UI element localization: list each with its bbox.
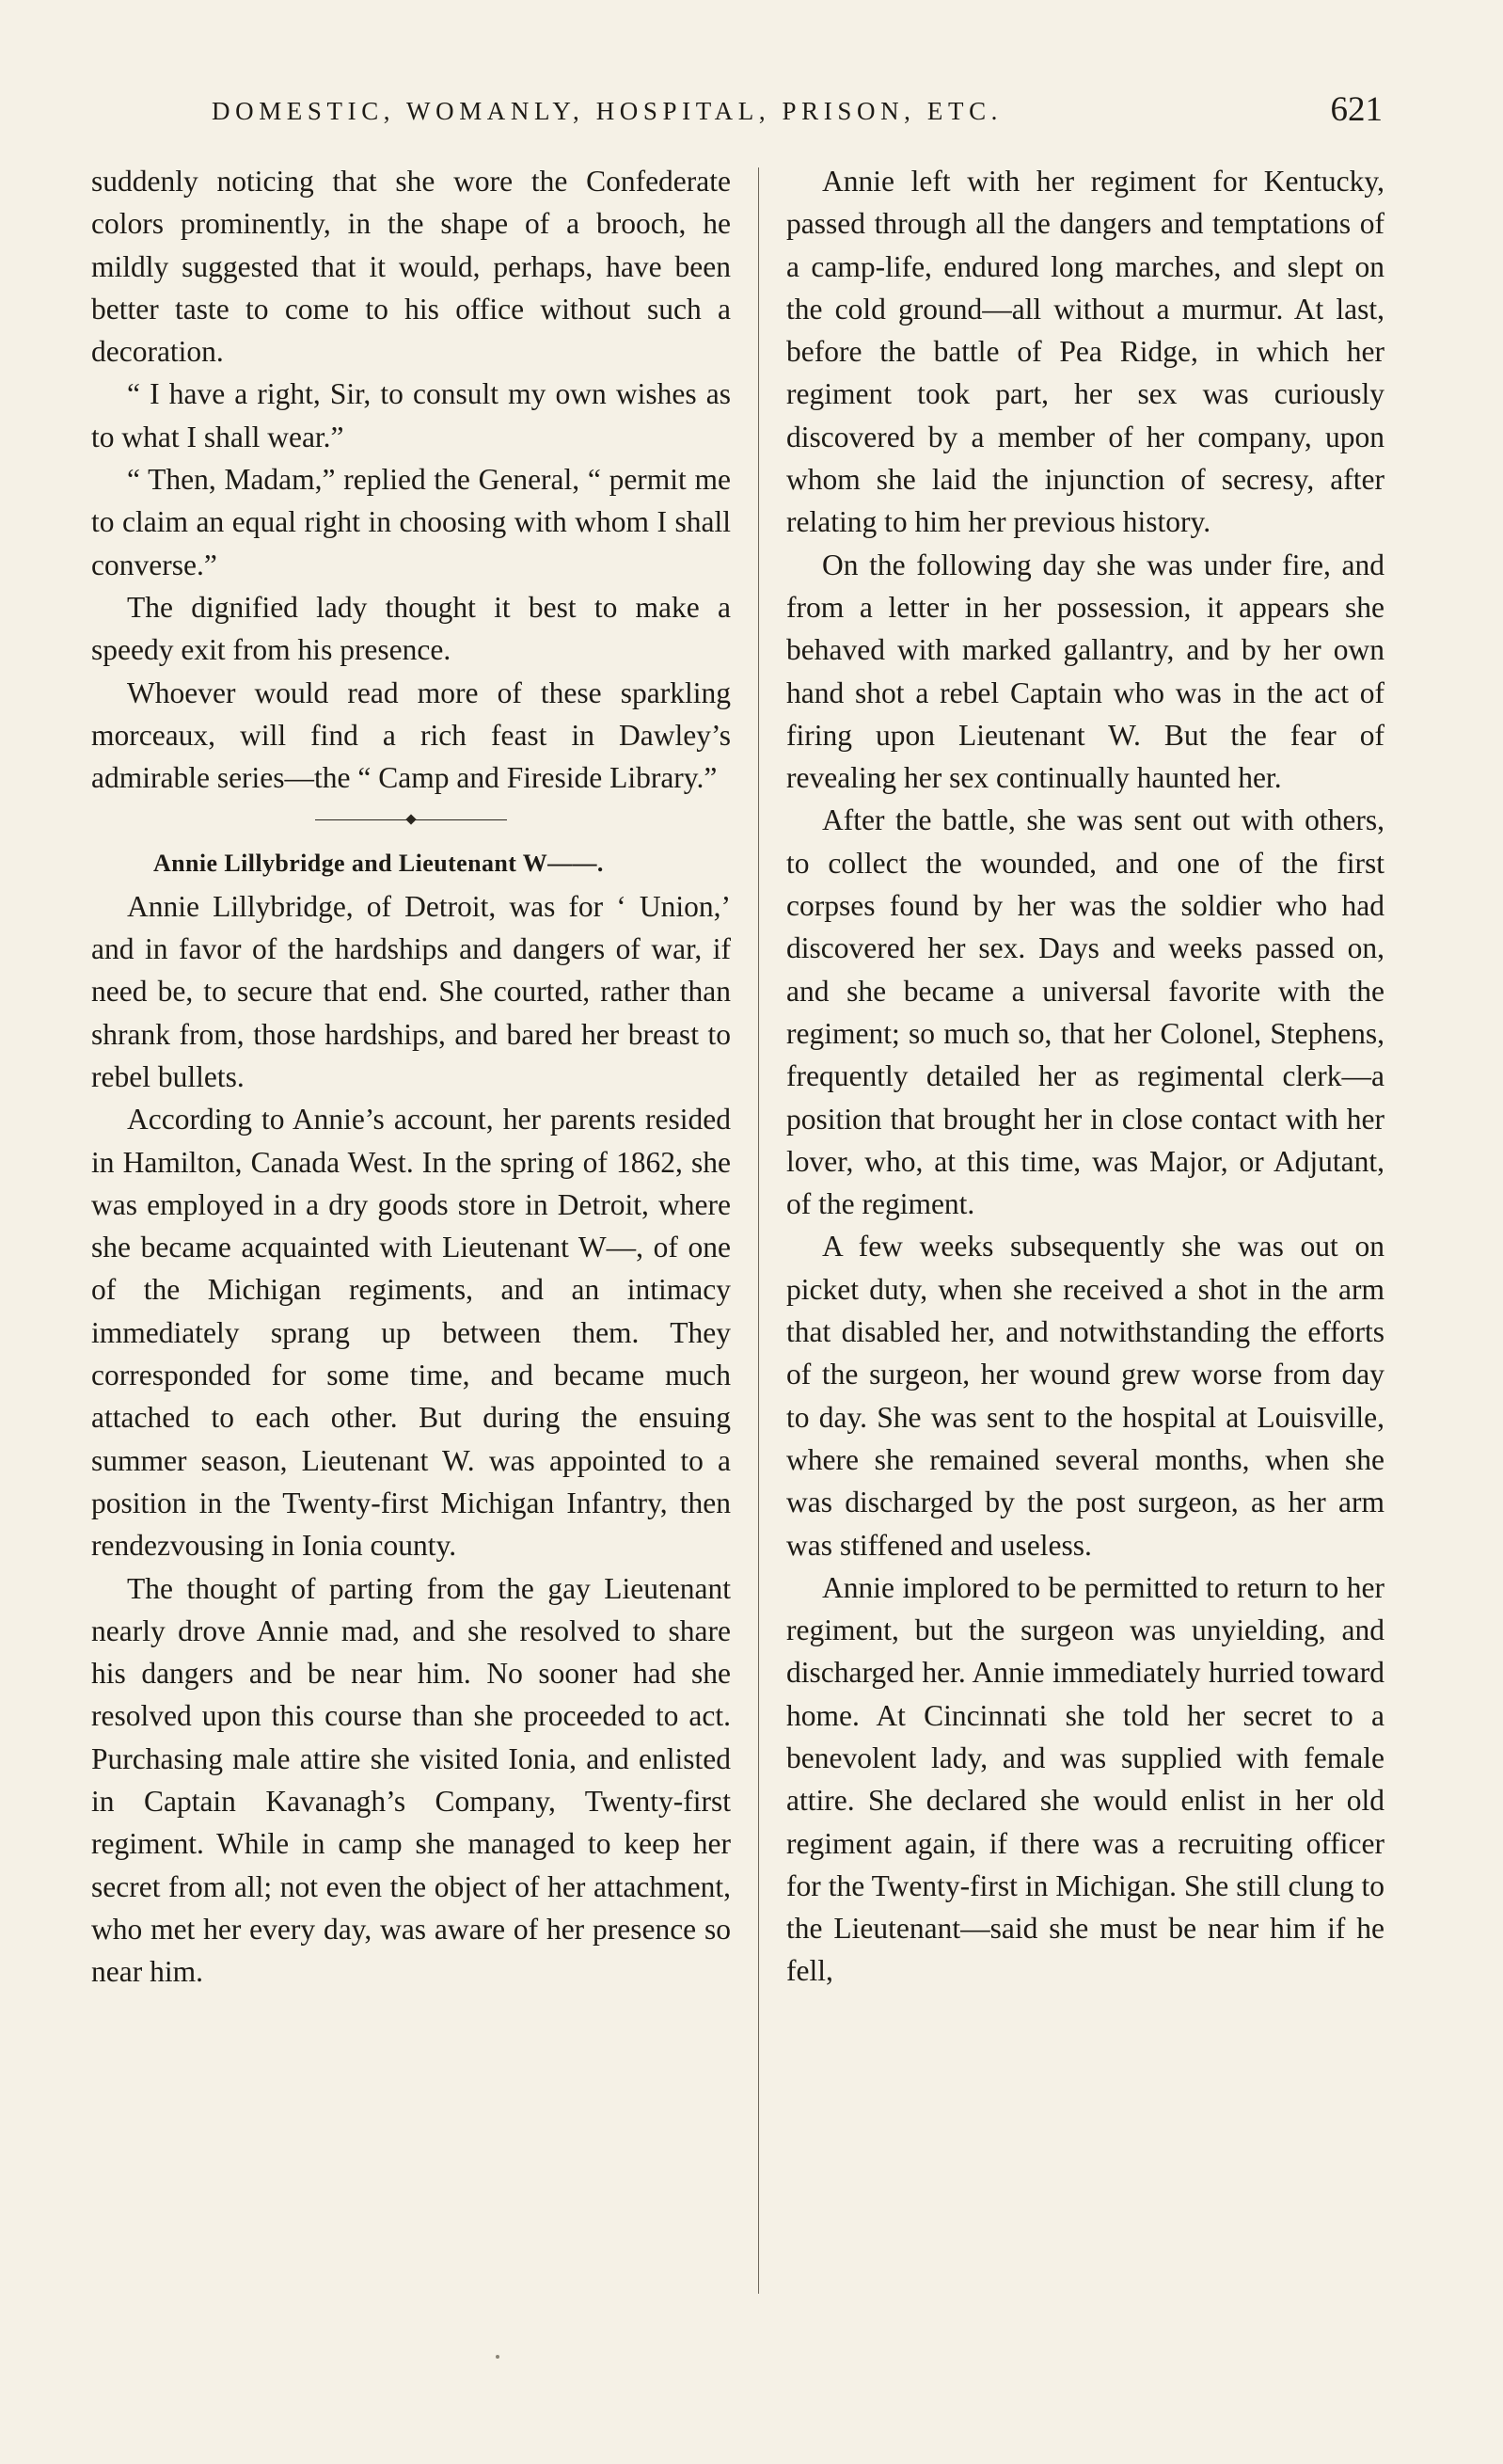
paragraph: A few weeks subsequently she was out on picket duty, when she received a shot in the arm that disabled her, and notwithstanding the efforts of the surgeon, her wound grew worse from day to day. She was sent to the hospital at Louisville, where she remained several months, when she was discharged by the post surgeon, as her arm was stiffened and useless. — [786, 1230, 1384, 1562]
paragraph: Whoever would read more of these sparkling morceaux, will find a rich feast in Dawley’s admirable series—the “ Camp and Fireside Library.” — [91, 676, 731, 795]
paragraph: Annie Lillybridge, of Detroit, was for ‘ Union,’ and in favor of the hardships and dangers of war, if need be, to secure that end. She courted, rather than shrank from, those hardships, and bared her breast to rebel bullets. — [91, 889, 731, 1093]
paragraph: suddenly noticing that she wore the Confederate colors prominently, in the shape of a brooch, he mildly suggested that it would, perhaps, have been better taste to come to his office without such a decoration. — [91, 165, 731, 369]
paragraph: Annie implored to be permitted to return to her regiment, but the surgeon was unyielding, and discharged her. Annie immediately hurried toward home. At Cincinnati she told her secret to a benevolent lady, and was supplied with female attire. She declared she would enlist in her old regiment again, if there was a recruiting officer for the Twenty-first in Michigan. She still clung to the Lieutenant—said she must be near him if he fell, — [786, 1570, 1384, 1988]
column-divider — [758, 167, 759, 2294]
running-title: DOMESTIC, WOMANLY, HOSPITAL, PRISON, ETC. — [212, 97, 1004, 125]
section-ornament — [91, 799, 731, 842]
page-speck — [496, 2355, 499, 2359]
paragraph: On the following day she was under fire, and from a letter in her possession, it appears she behaved with marked gallantry, and by her own hand shot a rebel Captain who was in the act of firing upon Lieutenant W. But the fear of revealing her sex continually haunted her. — [786, 548, 1384, 795]
paragraph: Annie left with her regiment for Kentucky, passed through all the dangers and temptations of a camp-life, endured long marches, and slept on the cold ground—all without a murmur. At last, before the battle of Pea Ridge, in which her regiment took part, her sex was curiously discovered by a member of her company, upon whom she laid the injunction of secresy, after relating to him her previous history. — [786, 165, 1384, 539]
left-column — [91, 160, 731, 1993]
paragraph: After the battle, she was sent out with others, to collect the wounded, and one of the first corpses found by her was the soldier who had discovered her sex. Days and weeks passed on, and she became a universal favorite with the regiment; so much so, that her Colonel, Stephens, frequently detailed her as regimental clerk—a position that brought her in close contact with her lover, who, at this time, was Major, or Adjutant, of the regiment. — [786, 803, 1384, 1221]
ornament-diamond — [405, 815, 416, 825]
paragraph: “ I have a right, Sir, to consult my own wishes as to what I shall wear.” — [91, 377, 731, 453]
paragraph: The thought of parting from the gay Lieutenant nearly drove Annie mad, and she resolved to share his dangers and be near him. No sooner had she resolved upon this course than she proceeded to act. Purchasing male attire she visited Ionia, and enlisted in Captain Kavanagh’s Company, Twenty-first regiment. While in camp she managed to keep her secret from all; not even the object of her attachment, who met her every day, was aware of her presence so near him. — [91, 1571, 731, 1989]
right-column — [786, 160, 1384, 1993]
page-header — [212, 89, 1383, 136]
page-number: 621 — [1330, 90, 1383, 129]
paragraph: According to Annie’s account, her parents resided in Hamilton, Canada West. In the spring of 1862, she was employed in a dry goods store in Detroit, where she became acquainted with Lieutenant W—, of one of the Michigan regiments, and an intimacy immediately sprang up between them. They corresponded for some time, and became much attached to each other. But during the ensuing summer season, Lieutenant W. was appointed to a position in the Twenty-first Michigan Infantry, then rendezvousing in Ionia county. — [91, 1103, 731, 1563]
paragraph: “ Then, Madam,” replied the General, “ permit me to claim an equal right in choosing with whom I shall converse.” — [91, 463, 731, 581]
section-heading: Annie Lillybridge and Lieutenant W——. — [153, 850, 604, 878]
paragraph: The dignified lady thought it best to make a speedy exit from his presence. — [91, 590, 731, 667]
